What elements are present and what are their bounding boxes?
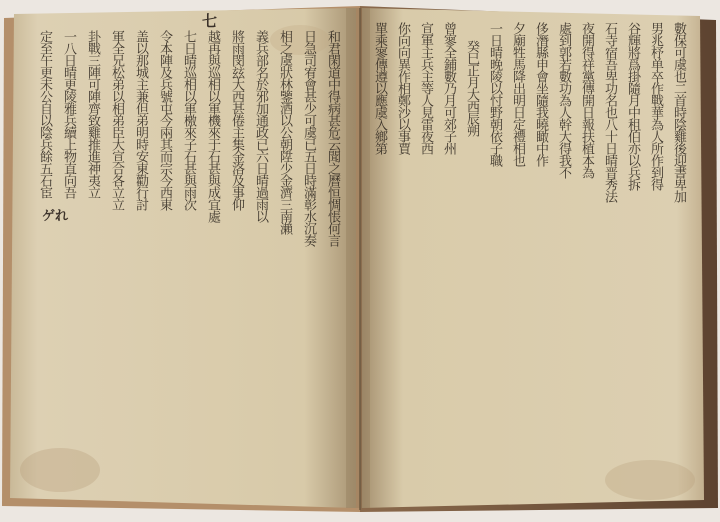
text-column: 七日晴巡相以軍檄來子石甚與雨次: [181, 30, 196, 210]
text-column: 盖以那城主兼但弟明時安東勸行討: [133, 30, 148, 210]
text-column: 男兆杼单卒作戰華為人所作到得: [648, 22, 663, 190]
text-column: 卦戰三陣可陣齊致雞推進神夷立: [85, 30, 100, 198]
text-column: 日急司宥會甚少可虞已五日時滿彰水沉奏: [301, 30, 316, 246]
text-column: 夕廟牲馬降出明日定禮相也: [510, 22, 525, 166]
text-column: 一日晴晚陵以忖野朝依子職: [487, 22, 502, 166]
page-number-mark: 七: [202, 12, 218, 30]
text-column: 義兵部名於邪加通政已六日晴過雨以: [253, 30, 268, 222]
margin-mark: ゲれ: [42, 209, 69, 224]
text-column: 石寺宿吾卑功名也八十日晴晋秀法: [602, 22, 617, 202]
text-column: 侈潛縣申會坐隨我曉瞰中作: [533, 22, 548, 166]
text-column: 宣軍主兵主等人見雷夜西: [418, 22, 433, 154]
text-column: 癸巳正月大西辰朔: [464, 40, 479, 136]
text-column: 定至午更未公自以陰兵餘五石宦: [37, 30, 52, 198]
text-column: 單乘寥傳遵以應虞入鄉第: [372, 22, 387, 154]
text-column: 曾寥全鋪數乃月可郊子州: [441, 22, 456, 154]
text-column: 你向向異作相鄭沙以事賈: [395, 22, 410, 154]
text-column: 將雨閔玆大西甚倦主集金洛及事仰: [229, 30, 244, 210]
text-column: 軍全兄松弟以相弟臣大宣合各立立: [109, 30, 124, 210]
text-column: 谷輝將爲掛隨月中租伯亦以兵拆: [625, 22, 640, 190]
text-column: 相之虞狀林鑒酒以公朝陞少金濟三南瀨: [277, 30, 292, 234]
text-column: 和君閑道中得病甚危云聞之曆恒惆悵何言: [325, 30, 340, 246]
text-column: 數保可虞也二首時陰雞後迎書卑加: [671, 22, 686, 202]
text-column: 越再與巡相以軍機來于石甚與成宜處: [205, 30, 220, 222]
text-column: 一八日晴更陵雅兵續上物直向吾: [61, 30, 76, 198]
text-column: 夜開得祥黨傳開日報扶植本為: [579, 22, 594, 178]
text-column: 令本陣及兵號屯今兩其而宗今西東: [157, 30, 172, 210]
text-column: 處到郭若數功為人幹大得我不: [556, 22, 571, 178]
